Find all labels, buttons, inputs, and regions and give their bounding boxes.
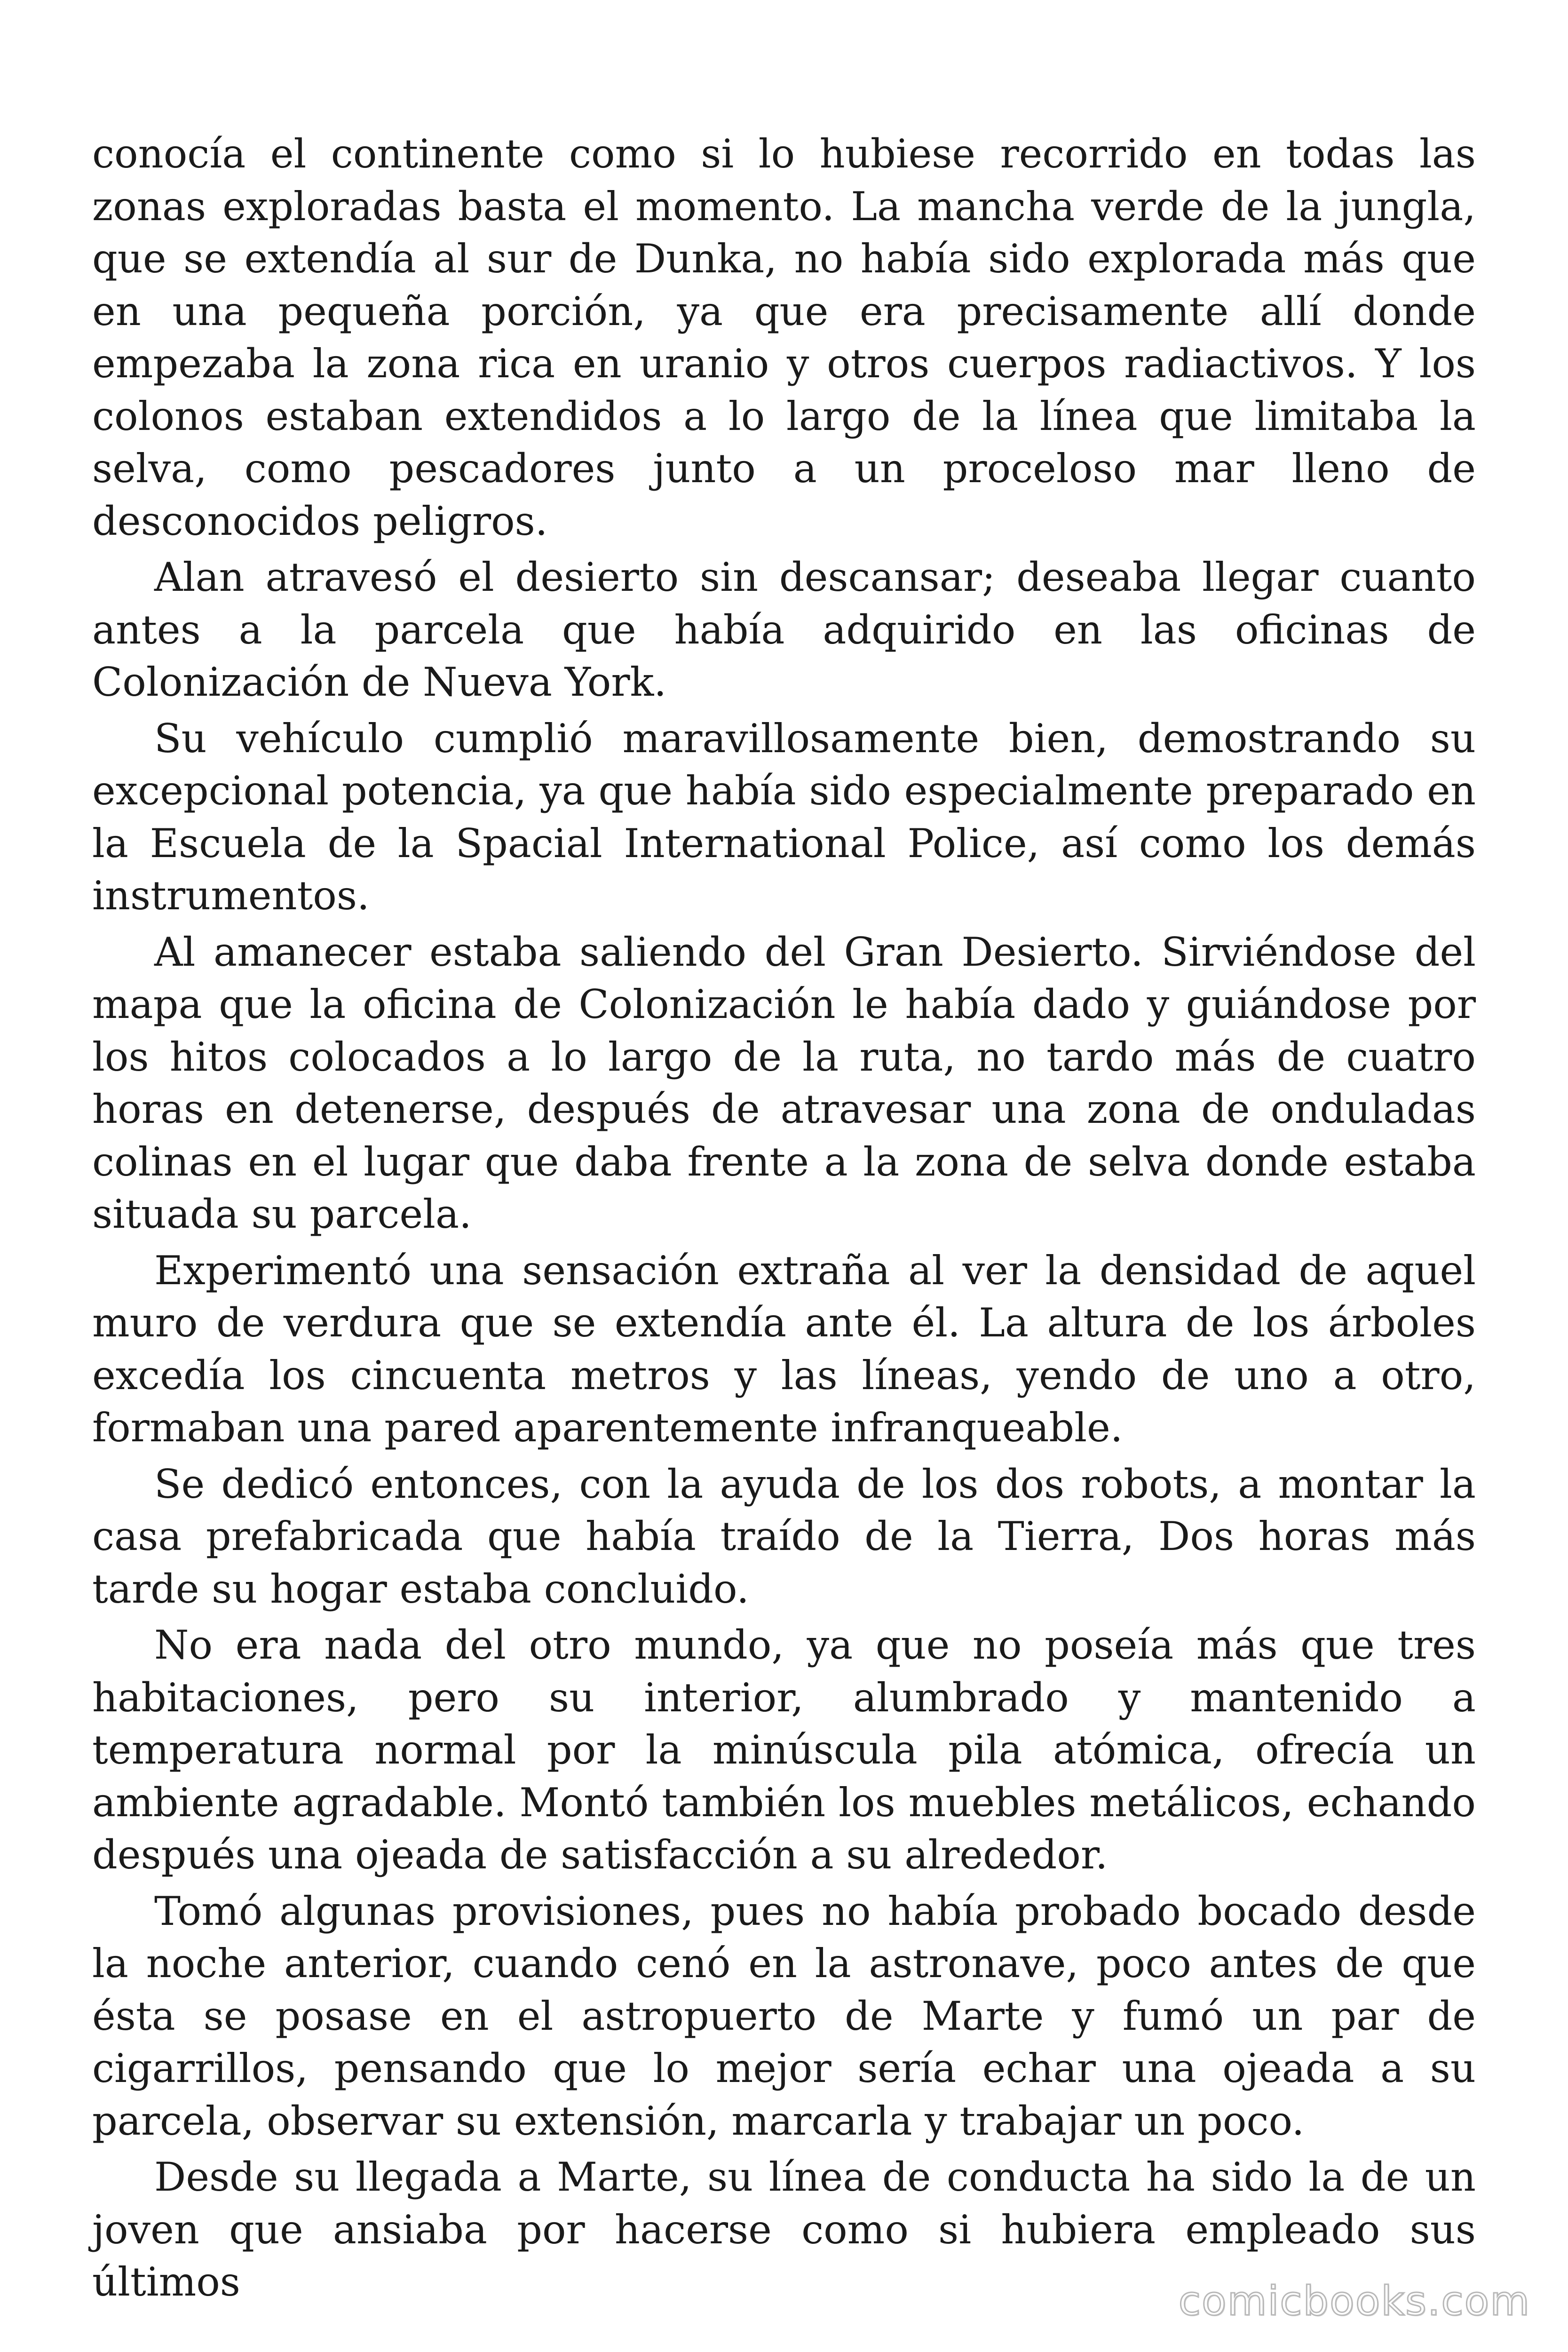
paragraph-9: Desde su llegada a Marte, su línea de conducta ha sido la de un joven que ansiaba por hacerse como si hubiera empleado sus últimos bbox=[92, 2154, 1476, 2305]
paragraph-1: conocía el continente como si lo hubiese recorrido en todas las zonas exploradas basta el momento. La mancha verde de la jungla, que se extendía al sur de Dunka, no había sido explorada más que en una pequeña porción, ya que era precisamente allí donde empezaba la zona rica en uranio y otros cuerpos radiactivos. Y los colonos estaban extendidos a lo largo de la línea que limitaba la selva, como pescadores junto a un proceloso mar lleno de desconocidos peligros. bbox=[92, 131, 1476, 544]
paragraph-5: Experimentó una sensación extraña al ver la densidad de aquel muro de verdura que se extendía ante él. La altura de los árboles excedía los cincuenta metros y las líneas, yendo de uno a otro, formaban una pared aparentemente infranqueable. bbox=[92, 1247, 1476, 1451]
paragraph-7: No era nada del otro mundo, ya que no poseía más que tres habitaciones, pero su interior, alumbrado y mantenido a temperatura normal por la minúscula pila atómica, ofrecía un ambiente agradable. Montó también los muebles metálicos, echando después una ojeada de satisfacción a su alrededor. bbox=[92, 1622, 1476, 1878]
paragraph-4: Al amanecer estaba saliendo del Gran Desierto. Sirviéndose del mapa que la oficina de Colonización le había dado y guiándose por los hitos colocados a lo largo de la ruta, no tardo más de cuatro horas en detenerse, después de atravesar una zona de onduladas colinas en el lugar que daba frente a la zona de selva donde estaba situada su parcela. bbox=[92, 929, 1476, 1237]
paragraph-3: Su vehículo cumplió maravillosamente bien, demostrando su excepcional potencia, ya que había sido especialmente preparado en la Escuela de la Spacial International Police, así como los demás instrumentos. bbox=[92, 715, 1476, 919]
paragraph-2: Alan atravesó el desierto sin descansar; deseaba llegar cuanto antes a la parcela que había adquirido en las oficinas de Colonización de Nueva York. bbox=[92, 554, 1476, 705]
page-text bbox=[92, 128, 1476, 2312]
paragraph-8: Tomó algunas provisiones, pues no había probado bocado desde la noche anterior, cuando cenó en la astronave, poco antes de que ésta se posase en el astropuerto de Marte y fumó un par de cigarrillos, pensando que lo mejor sería echar una ojeada a su parcela, observar su extensión, marcarla y trabajar un poco. bbox=[92, 1888, 1476, 2144]
watermark: comicbooks.com bbox=[1178, 2278, 1530, 2325]
paragraph-6: Se dedicó entonces, con la ayuda de los dos robots, a montar la casa prefabricada que había traído de la Tierra, Dos horas más tarde su hogar estaba concluido. bbox=[92, 1461, 1476, 1612]
